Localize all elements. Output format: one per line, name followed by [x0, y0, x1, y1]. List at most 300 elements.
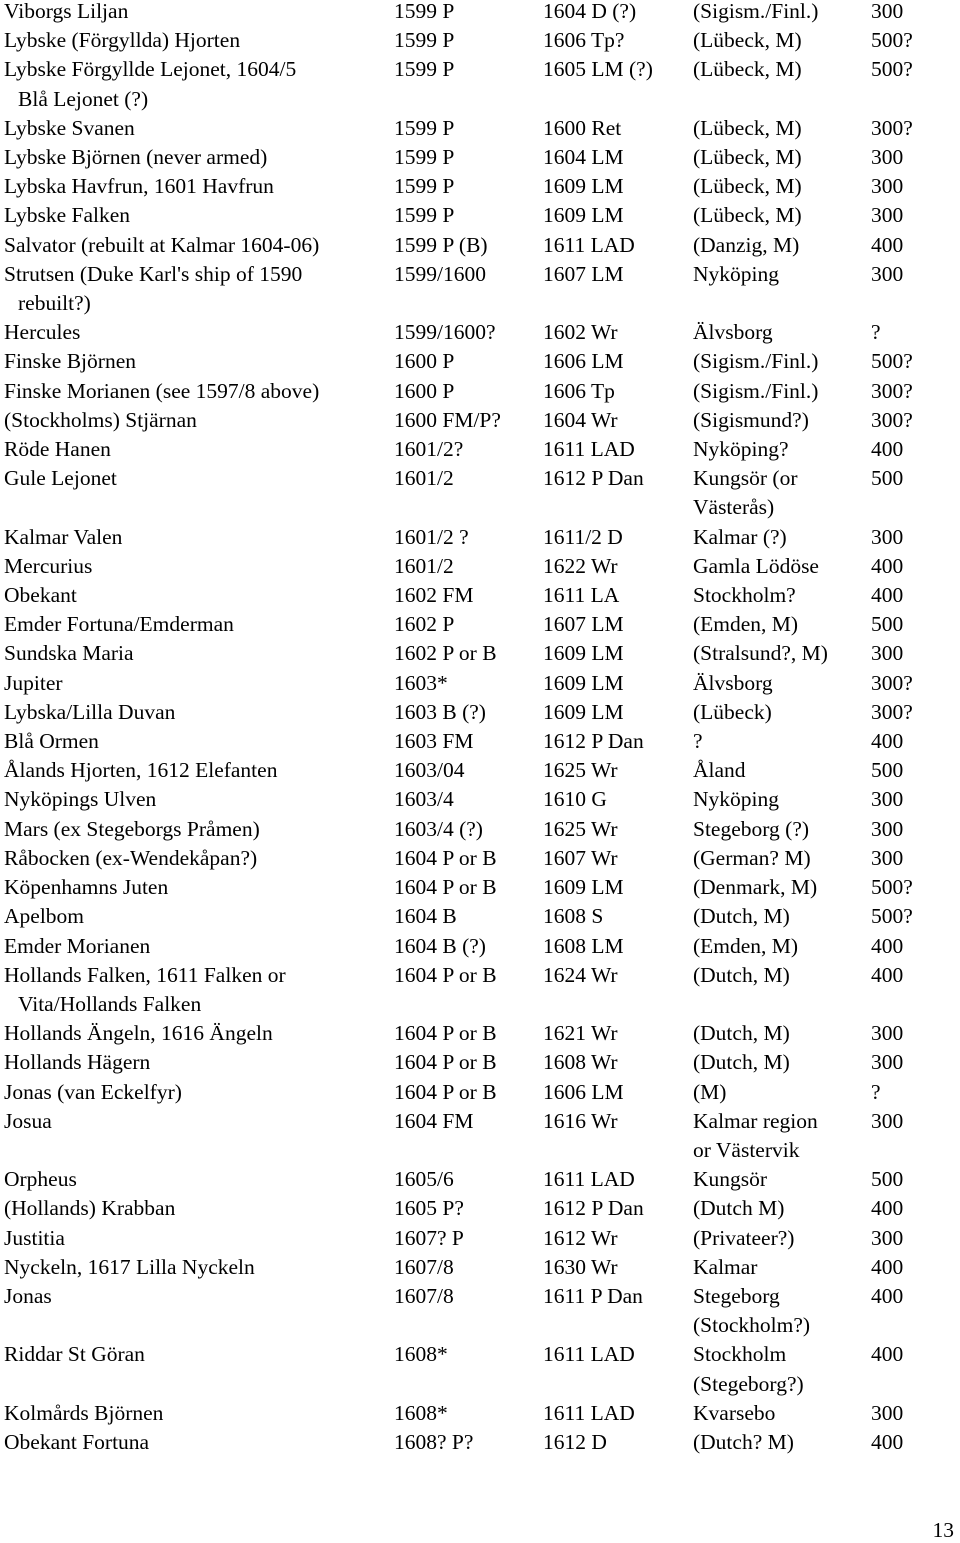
acquired-cell: 1604 P or B	[394, 845, 497, 870]
table-row	[4, 1428, 931, 1457]
table-row	[4, 406, 931, 435]
origin-cell	[693, 1107, 871, 1165]
origin-text: (Lübeck)	[693, 699, 772, 724]
origin-text: (Danzig, M)	[693, 232, 800, 257]
origin-text: Älvsborg	[693, 320, 773, 345]
ship-name-cell	[4, 231, 394, 260]
ship-name-cell	[4, 347, 394, 376]
fate-cell: 1608 S	[543, 904, 604, 929]
ship-name: Strutsen (Duke Karl's ship of 1590	[4, 261, 303, 286]
tonnage-cell: 300	[871, 174, 904, 199]
tonnage-cell: 400	[871, 1254, 904, 1279]
tonnage-cell: 300	[871, 0, 904, 23]
origin-cell	[693, 815, 871, 844]
origin-text: Stegeborg (?)	[693, 816, 810, 841]
ship-name-cell	[4, 143, 394, 172]
ship-name: (Hollands) Krabban	[4, 1196, 176, 1221]
ship-name-cell	[4, 1399, 394, 1428]
ship-list-table	[4, 0, 931, 1457]
table-row	[4, 1048, 931, 1077]
fate-cell: 1630 Wr	[543, 1254, 618, 1279]
tonnage-cell: 300	[871, 145, 904, 170]
table-row	[4, 815, 931, 844]
ship-name: Nyköpings Ulven	[4, 787, 157, 812]
acquired-cell: 1601/2	[394, 553, 454, 578]
origin-cell	[693, 55, 871, 113]
tonnage-cell: 300?	[871, 378, 913, 403]
fate-cell: 1604 Wr	[543, 407, 618, 432]
table-row	[4, 318, 931, 347]
origin-cell	[693, 1428, 871, 1457]
origin-cell	[693, 26, 871, 55]
ship-name-cell	[4, 0, 394, 26]
table-row	[4, 669, 931, 698]
origin-text: (Dutch? M)	[693, 1429, 794, 1454]
fate-cell: 1611 LAD	[543, 1400, 635, 1425]
fate-cell: 1609 LM	[543, 203, 624, 228]
origin-text: (Emden, M)	[693, 612, 799, 637]
fate-cell: 1611 LAD	[543, 1342, 635, 1367]
origin-continuation: (Stegeborg?)	[693, 1371, 804, 1396]
ship-name-cell	[4, 172, 394, 201]
fate-cell: 1612 D	[543, 1429, 607, 1454]
tonnage-cell: 300	[871, 1108, 904, 1133]
fate-cell: 1611 LA	[543, 583, 620, 608]
ship-name-cell	[4, 1107, 394, 1165]
tonnage-cell: 500	[871, 758, 904, 783]
origin-text: (Dutch, M)	[693, 904, 790, 929]
origin-text: (German? M)	[693, 845, 811, 870]
ship-name-continuation: Vita/Hollands Falken	[18, 991, 202, 1016]
fate-cell: 1607 Wr	[543, 845, 618, 870]
acquired-cell: 1604 P or B	[394, 962, 497, 987]
ship-name-cell	[4, 1194, 394, 1223]
table-row	[4, 435, 931, 464]
origin-text: Åland	[693, 758, 746, 783]
origin-cell	[693, 1019, 871, 1048]
ship-name-cell	[4, 377, 394, 406]
ship-name: Finske Björnen	[4, 349, 136, 374]
acquired-cell: 1607/8	[394, 1283, 454, 1308]
origin-text: (Sigismund?)	[693, 407, 809, 432]
origin-text: ?	[693, 729, 703, 754]
ship-name: Nyckeln, 1617 Lilla Nyckeln	[4, 1254, 255, 1279]
origin-continuation: or Västervik	[693, 1137, 800, 1162]
acquired-cell: 1600 P	[394, 349, 455, 374]
ship-name: Salvator (rebuilt at Kalmar 1604-06)	[4, 232, 320, 257]
fate-cell: 1602 Wr	[543, 320, 618, 345]
ship-name: Emder Morianen	[4, 933, 151, 958]
tonnage-cell: 300	[871, 1400, 904, 1425]
table-row	[4, 1340, 931, 1398]
acquired-cell: 1599/1600?	[394, 320, 496, 345]
ship-name: Lybske Förgyllde Lejonet, 1604/5	[4, 57, 297, 82]
origin-text: Stockholm	[693, 1342, 787, 1367]
ship-name: Orpheus	[4, 1167, 77, 1192]
tonnage-cell: ?	[871, 320, 881, 345]
table-row	[4, 1253, 931, 1282]
origin-cell	[693, 114, 871, 143]
table-row	[4, 610, 931, 639]
fate-cell: 1608 LM	[543, 933, 624, 958]
origin-continuation: (Stockholm?)	[693, 1313, 811, 1338]
origin-text: (Lübeck, M)	[693, 115, 802, 140]
ship-name: Hollands Hägern	[4, 1050, 151, 1075]
origin-cell	[693, 1194, 871, 1223]
acquired-cell: 1607? P	[394, 1225, 464, 1250]
ship-name-cell	[4, 1019, 394, 1048]
tonnage-cell: 300	[871, 1050, 904, 1075]
acquired-cell: 1605/6	[394, 1167, 454, 1192]
ship-name: Jupiter	[4, 670, 63, 695]
acquired-cell: 1605 P?	[394, 1196, 464, 1221]
acquired-cell: 1602 FM	[394, 583, 474, 608]
fate-cell: 1607 LM	[543, 261, 624, 286]
fate-cell: 1612 P Dan	[543, 729, 644, 754]
fate-cell: 1622 Wr	[543, 553, 618, 578]
origin-cell	[693, 1253, 871, 1282]
table-row	[4, 143, 931, 172]
origin-cell	[693, 932, 871, 961]
acquired-cell: 1599 P	[394, 203, 455, 228]
ship-name: Riddar St Göran	[4, 1342, 145, 1367]
acquired-cell: 1604 FM	[394, 1108, 474, 1133]
ship-name: Obekant Fortuna	[4, 1429, 150, 1454]
acquired-cell: 1601/2 ?	[394, 524, 469, 549]
fate-cell: 1625 Wr	[543, 758, 618, 783]
ship-name: Ålands Hjorten, 1612 Elefanten	[4, 758, 278, 783]
tonnage-cell: 300	[871, 1021, 904, 1046]
origin-cell	[693, 464, 871, 522]
origin-text: Kvarsebo	[693, 1400, 776, 1425]
tonnage-cell: 300?	[871, 670, 913, 695]
acquired-cell: 1602 P	[394, 612, 455, 637]
origin-continuation: Västerås)	[693, 495, 775, 520]
ship-name-cell	[4, 1282, 394, 1340]
origin-cell	[693, 1282, 871, 1340]
ship-name-cell	[4, 727, 394, 756]
ship-name: Hollands Ängeln, 1616 Ängeln	[4, 1021, 273, 1046]
ship-name: Gule Lejonet	[4, 466, 117, 491]
origin-text: (Lübeck, M)	[693, 28, 802, 53]
fate-cell: 1605 LM (?)	[543, 57, 653, 82]
origin-text: Kungsör	[693, 1167, 768, 1192]
table-row	[4, 902, 931, 931]
ship-name-cell	[4, 932, 394, 961]
table-row	[4, 961, 931, 1019]
fate-cell: 1611/2 D	[543, 524, 623, 549]
ship-name: Sundska Maria	[4, 641, 134, 666]
ship-name-continuation: Blå Lejonet (?)	[18, 86, 149, 111]
tonnage-cell: ?	[871, 1079, 881, 1104]
origin-cell	[693, 669, 871, 698]
origin-cell	[693, 639, 871, 668]
fate-cell: 1612 P Dan	[543, 1196, 644, 1221]
origin-cell	[693, 406, 871, 435]
table-row	[4, 347, 931, 376]
tonnage-cell: 500	[871, 612, 904, 637]
origin-text: (M)	[693, 1079, 727, 1104]
acquired-cell: 1601/2?	[394, 437, 464, 462]
ship-name: Mars (ex Stegeborgs Pråmen)	[4, 816, 260, 841]
tonnage-cell: 300	[871, 641, 904, 666]
origin-cell	[693, 961, 871, 1019]
origin-text: (Sigism./Finl.)	[693, 349, 819, 374]
table-row	[4, 727, 931, 756]
tonnage-cell: 500?	[871, 904, 913, 929]
origin-cell	[693, 1078, 871, 1107]
ship-name: Kolmårds Björnen	[4, 1400, 164, 1425]
ship-name: Blå Ormen	[4, 729, 99, 754]
page-number: 13	[932, 1518, 954, 1542]
acquired-cell: 1603 B (?)	[394, 699, 486, 724]
ship-name: Röde Hanen	[4, 437, 111, 462]
ship-name: Obekant	[4, 583, 77, 608]
origin-text: Gamla Lödöse	[693, 553, 819, 578]
origin-cell	[693, 873, 871, 902]
acquired-cell: 1599 P	[394, 28, 455, 53]
ship-name: Emder Fortuna/Emderman	[4, 612, 234, 637]
origin-text: (Lübeck, M)	[693, 145, 802, 170]
origin-text: Älvsborg	[693, 670, 773, 695]
ship-name-cell	[4, 464, 394, 522]
table-row	[4, 0, 931, 26]
ship-name: Lybske Svanen	[4, 115, 135, 140]
origin-text: Nyköping	[693, 261, 779, 286]
origin-cell	[693, 785, 871, 814]
origin-text: Kalmar region	[693, 1108, 818, 1133]
acquired-cell: 1599 P (B)	[394, 232, 488, 257]
ship-name-cell	[4, 523, 394, 552]
table-row	[4, 1399, 931, 1428]
table-row	[4, 844, 931, 873]
ship-name: Lybska/Lilla Duvan	[4, 699, 176, 724]
tonnage-cell: 300	[871, 203, 904, 228]
fate-cell: 1600 Ret	[543, 115, 622, 140]
origin-cell	[693, 231, 871, 260]
fate-cell: 1612 P Dan	[543, 466, 644, 491]
ship-name: Mercurius	[4, 553, 93, 578]
tonnage-cell: 400	[871, 729, 904, 754]
origin-cell	[693, 1048, 871, 1077]
table-row	[4, 201, 931, 230]
origin-cell	[693, 698, 871, 727]
tonnage-cell: 500?	[871, 57, 913, 82]
ship-name-cell	[4, 26, 394, 55]
tonnage-cell: 400	[871, 437, 904, 462]
ship-name-cell	[4, 55, 394, 113]
fate-cell: 1607 LM	[543, 612, 624, 637]
tonnage-cell: 300	[871, 816, 904, 841]
origin-cell	[693, 727, 871, 756]
origin-text: (Sigism./Finl.)	[693, 378, 819, 403]
origin-text: Kalmar (?)	[693, 524, 787, 549]
origin-text: Kungsör (or	[693, 466, 798, 491]
origin-text: (Emden, M)	[693, 933, 799, 958]
ship-name-cell	[4, 1048, 394, 1077]
tonnage-cell: 400	[871, 1283, 904, 1308]
ship-name: Kalmar Valen	[4, 524, 123, 549]
fate-cell: 1624 Wr	[543, 962, 618, 987]
origin-text: (Privateer?)	[693, 1225, 795, 1250]
ship-name: Josua	[4, 1108, 52, 1133]
tonnage-cell: 400	[871, 1196, 904, 1221]
origin-text: (Dutch, M)	[693, 1021, 790, 1046]
tonnage-cell: 300?	[871, 407, 913, 432]
table-row	[4, 260, 931, 318]
ship-name-cell	[4, 961, 394, 1019]
tonnage-cell: 300?	[871, 699, 913, 724]
ship-list-body	[4, 0, 931, 1457]
fate-cell: 1606 Tp	[543, 378, 615, 403]
fate-cell: 1611 LAD	[543, 437, 635, 462]
origin-cell	[693, 581, 871, 610]
tonnage-cell: 300	[871, 1225, 904, 1250]
tonnage-cell: 400	[871, 933, 904, 958]
origin-text: (Sigism./Finl.)	[693, 0, 819, 23]
ship-name-cell	[4, 406, 394, 435]
acquired-cell: 1604 B (?)	[394, 933, 486, 958]
origin-cell	[693, 318, 871, 347]
fate-cell: 1625 Wr	[543, 816, 618, 841]
acquired-cell: 1608? P?	[394, 1429, 474, 1454]
tonnage-cell: 500?	[871, 28, 913, 53]
acquired-cell: 1601/2	[394, 466, 454, 491]
fate-cell: 1609 LM	[543, 641, 624, 666]
acquired-cell: 1599 P	[394, 0, 455, 23]
ship-name: Lybske Björnen (never armed)	[4, 145, 268, 170]
tonnage-cell: 500?	[871, 349, 913, 374]
acquired-cell: 1603*	[394, 670, 448, 695]
table-row	[4, 172, 931, 201]
tonnage-cell: 300?	[871, 115, 913, 140]
acquired-cell: 1600 FM/P?	[394, 407, 501, 432]
fate-cell: 1604 LM	[543, 145, 624, 170]
fate-cell: 1609 LM	[543, 875, 624, 900]
table-row	[4, 1019, 931, 1048]
acquired-cell: 1603/4 (?)	[394, 816, 483, 841]
origin-cell	[693, 756, 871, 785]
ship-name-cell	[4, 581, 394, 610]
origin-text: (Lübeck, M)	[693, 174, 802, 199]
tonnage-cell: 500?	[871, 875, 913, 900]
ship-name: Finske Morianen (see 1597/8 above)	[4, 378, 320, 403]
ship-name: Råbocken (ex-Wendekåpan?)	[4, 845, 258, 870]
tonnage-cell: 300	[871, 787, 904, 812]
tonnage-cell: 500	[871, 1167, 904, 1192]
tonnage-cell: 400	[871, 1429, 904, 1454]
origin-cell	[693, 902, 871, 931]
tonnage-cell: 300	[871, 524, 904, 549]
ship-name: Lybske Falken	[4, 203, 130, 228]
ship-name-cell	[4, 639, 394, 668]
origin-cell	[693, 347, 871, 376]
origin-cell	[693, 1224, 871, 1253]
origin-text: Stegeborg	[693, 1283, 780, 1308]
ship-name-cell	[4, 610, 394, 639]
ship-name-cell	[4, 114, 394, 143]
fate-cell: 1604 D (?)	[543, 0, 637, 23]
fate-cell: 1606 Tp?	[543, 28, 625, 53]
fate-cell: 1611 LAD	[543, 232, 635, 257]
table-row	[4, 464, 931, 522]
ship-name: Apelbom	[4, 904, 85, 929]
tonnage-cell: 400	[871, 1342, 904, 1367]
ship-name-cell	[4, 552, 394, 581]
ship-name-cell	[4, 756, 394, 785]
origin-text: (Dutch, M)	[693, 1050, 790, 1075]
origin-text: Stockholm?	[693, 583, 796, 608]
table-row	[4, 231, 931, 260]
origin-cell	[693, 1399, 871, 1428]
ship-name-cell	[4, 1428, 394, 1457]
table-row	[4, 785, 931, 814]
acquired-cell: 1607/8	[394, 1254, 454, 1279]
ship-name: Viborgs Liljan	[4, 0, 129, 23]
acquired-cell: 1599 P	[394, 57, 455, 82]
ship-name: Jonas (van Eckelfyr)	[4, 1079, 182, 1104]
table-row	[4, 1282, 931, 1340]
ship-name-cell	[4, 1253, 394, 1282]
fate-cell: 1611 P Dan	[543, 1283, 643, 1308]
tonnage-cell: 400	[871, 232, 904, 257]
ship-name: Hercules	[4, 320, 81, 345]
ship-name: Justitia	[4, 1225, 65, 1250]
tonnage-cell: 300	[871, 261, 904, 286]
table-row	[4, 698, 931, 727]
ship-name: Hollands Falken, 1611 Falken or	[4, 962, 286, 987]
table-row	[4, 1107, 931, 1165]
table-row	[4, 114, 931, 143]
origin-cell	[693, 1340, 871, 1398]
fate-cell: 1610 G	[543, 787, 607, 812]
origin-text: (Stralsund?, M)	[693, 641, 828, 666]
table-row	[4, 377, 931, 406]
origin-cell	[693, 844, 871, 873]
table-row	[4, 552, 931, 581]
origin-cell	[693, 172, 871, 201]
ship-name-cell	[4, 435, 394, 464]
table-row	[4, 639, 931, 668]
fate-cell: 1611 LAD	[543, 1167, 635, 1192]
ship-name-cell	[4, 318, 394, 347]
origin-text: Kalmar	[693, 1254, 758, 1279]
acquired-cell: 1599 P	[394, 115, 455, 140]
table-row	[4, 1194, 931, 1223]
table-row	[4, 55, 931, 113]
origin-cell	[693, 435, 871, 464]
acquired-cell: 1608*	[394, 1342, 448, 1367]
origin-cell	[693, 377, 871, 406]
ship-name-cell	[4, 1340, 394, 1398]
origin-text: (Dutch M)	[693, 1196, 785, 1221]
acquired-cell: 1600 P	[394, 378, 455, 403]
acquired-cell: 1599/1600	[394, 261, 486, 286]
fate-cell: 1621 Wr	[543, 1021, 618, 1046]
fate-cell: 1606 LM	[543, 349, 624, 374]
origin-text: (Lübeck, M)	[693, 203, 802, 228]
fate-cell: 1609 LM	[543, 174, 624, 199]
ship-name-cell	[4, 1078, 394, 1107]
acquired-cell: 1603/4	[394, 787, 454, 812]
acquired-cell: 1599 P	[394, 145, 455, 170]
table-row	[4, 1224, 931, 1253]
origin-text: (Denmark, M)	[693, 875, 818, 900]
tonnage-cell: 500	[871, 466, 904, 491]
table-row	[4, 26, 931, 55]
tonnage-cell: 300	[871, 845, 904, 870]
acquired-cell: 1599 P	[394, 174, 455, 199]
